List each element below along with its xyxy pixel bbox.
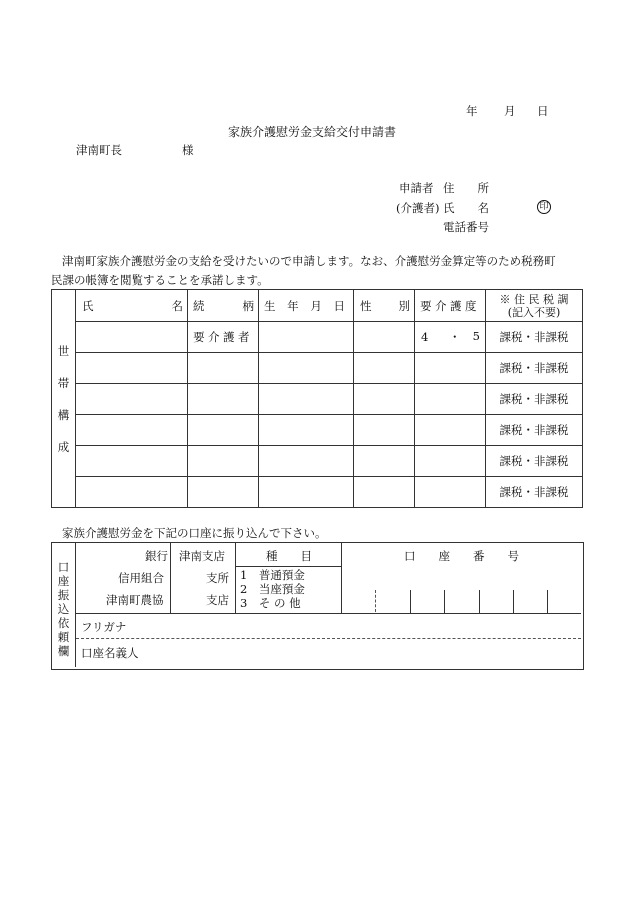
resident-tax-option[interactable]: 課税・非課税 [486,353,583,384]
household-row [52,353,583,384]
care-level-cell[interactable]: 4 ・ 5 [415,322,486,353]
member-birthdate-cell[interactable] [259,446,354,477]
form-title: 家族介護慰労金支給交付申請書 [228,125,397,139]
member-relation-cell[interactable] [188,477,259,508]
member-birthdate-cell[interactable] [259,384,354,415]
member-sex-cell[interactable] [354,353,415,384]
account-type-option[interactable]: 1 普通預金 [240,568,305,582]
member-relation-cell[interactable] [188,446,259,477]
date-month-label: 月 [504,104,516,118]
household-side-label: 世 帯 構 成 [52,290,76,508]
care-level-cell[interactable] [415,446,486,477]
member-name-cell[interactable] [76,446,188,477]
account-number-header: 口 座 番 号 [404,549,519,563]
member-relation-cell[interactable] [188,353,259,384]
resident-tax-option[interactable]: 課税・非課税 [486,446,583,477]
addressee: 津南町長 [76,143,122,157]
honorific: 様 [182,143,194,157]
header-resident-tax: ※ 住 民 税 調 (記入不要) [486,290,583,322]
furigana-label: フリガナ [81,620,127,634]
household-table [51,289,583,508]
account-type-options[interactable] [240,568,305,610]
header-birthdate: 生 年 月 日 [259,290,354,322]
account-holder-input[interactable] [152,640,580,666]
member-name-cell[interactable] [76,353,188,384]
care-level-cell[interactable] [415,415,486,446]
member-birthdate-cell[interactable] [259,322,354,353]
credit-union-label: 信用組合 [118,571,164,585]
member-relation-cell: 要介護者 [188,322,259,353]
member-name-cell[interactable] [76,384,188,415]
agri-coop-label: 津南町農協 [106,593,164,607]
member-name-cell[interactable] [76,477,188,508]
household-header-row [52,290,583,322]
header-sex: 性 別 [354,290,415,322]
bank-transfer-table [51,542,584,670]
household-row [52,477,583,508]
bank-instruction: 家族介護慰労金を下記の口座に振り込んで下さい。 [62,526,327,540]
household-row [52,446,583,477]
bank-label: 銀行 [145,549,168,563]
member-birthdate-cell[interactable] [259,415,354,446]
resident-tax-option[interactable]: 課税・非課税 [486,384,583,415]
household-row [52,384,583,415]
account-type-option[interactable]: 2 当座預金 [240,582,305,596]
date-day-label: 日 [537,104,549,118]
account-number-field[interactable] [342,567,581,613]
branch-store-label: 支店 [206,593,229,607]
member-name-cell[interactable] [76,415,188,446]
care-level-cell[interactable] [415,477,486,508]
care-level-cell[interactable] [415,353,486,384]
resident-tax-option[interactable]: 課税・非課税 [486,477,583,508]
furigana-input[interactable] [142,615,580,637]
resident-tax-option[interactable]: 課税・非課税 [486,322,583,353]
caregiver-label: (介護者) [396,201,440,215]
member-birthdate-cell[interactable] [259,353,354,384]
member-name-cell[interactable] [76,322,188,353]
seal-mark: 印 [537,200,551,214]
member-birthdate-cell[interactable] [259,477,354,508]
household-row [52,322,583,353]
applicant-label: 申請者 [399,181,434,195]
bank-side-label: 口 座 振 込 依 頼 欄 [57,560,70,658]
branch-office-label: 支所 [206,571,229,585]
member-relation-cell[interactable] [188,384,259,415]
name-label: 氏 名 [443,201,489,215]
account-holder-label: 口座名義人 [81,646,139,660]
member-sex-cell[interactable] [354,446,415,477]
member-sex-cell[interactable] [354,384,415,415]
header-name: 氏 名 [76,290,188,322]
member-sex-cell[interactable] [354,322,415,353]
phone-label: 電話番号 [443,220,489,234]
member-sex-cell[interactable] [354,415,415,446]
account-type-option[interactable]: 3 そ の 他 [240,596,301,610]
care-level-cell[interactable] [415,384,486,415]
statement-line-1: 津南町家族介護慰労金の支給を受けたいので申請します。なお、介護慰労金算定等のため税務町 [62,254,556,268]
header-relation: 続 柄 [188,290,259,322]
member-sex-cell[interactable] [354,477,415,508]
branch-tsunan: 津南支店 [179,549,225,563]
household-row [52,415,583,446]
header-care-level: 要介護度 [415,290,486,322]
statement-line-2: 民課の帳簿を閲覧することを承諾します。 [51,273,269,287]
date-year-label: 年 [466,104,478,118]
account-type-header: 種 目 [266,549,312,563]
member-relation-cell[interactable] [188,415,259,446]
address-label: 住 所 [443,181,489,195]
resident-tax-option[interactable]: 課税・非課税 [486,415,583,446]
